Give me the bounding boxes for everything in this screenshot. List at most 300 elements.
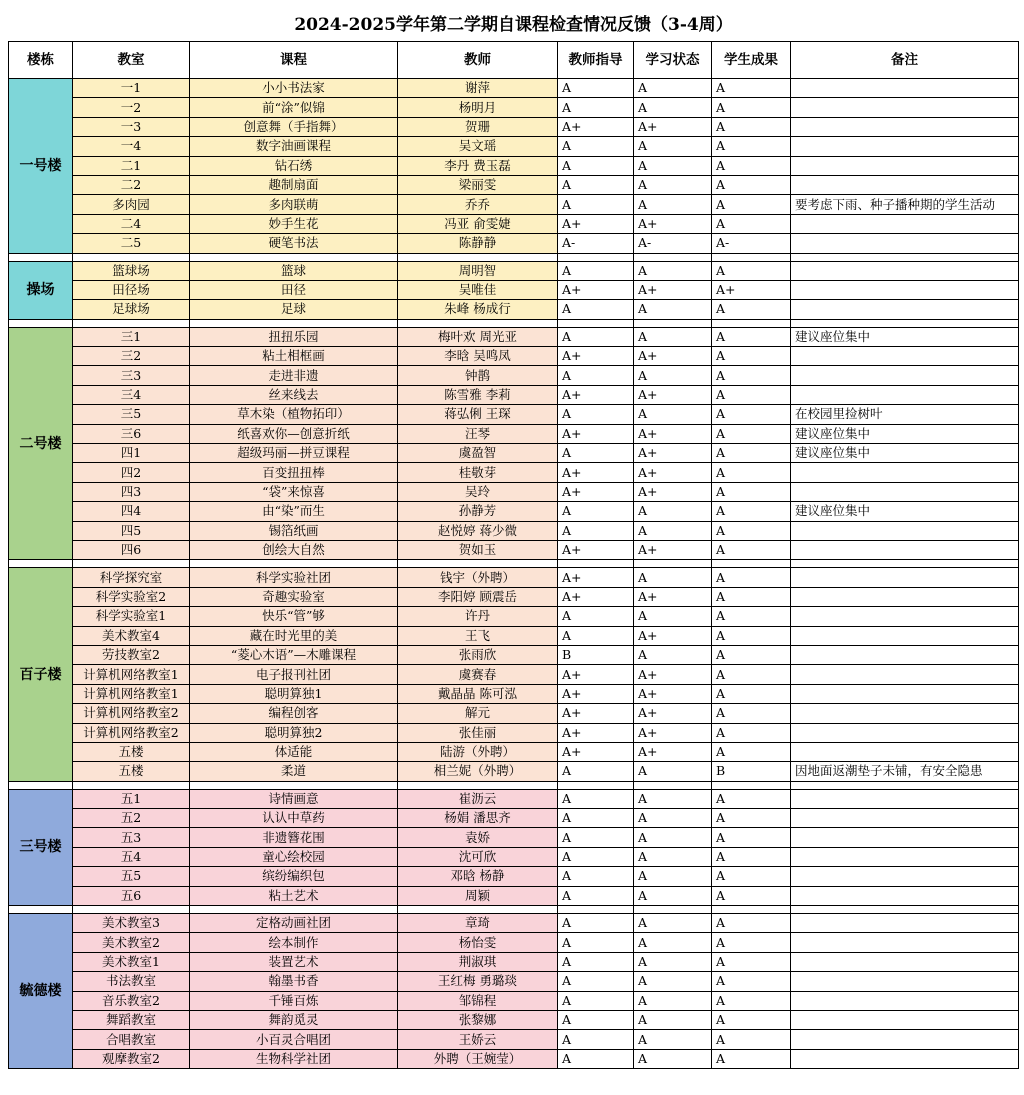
note-cell: 建议座位集中 xyxy=(791,444,1019,463)
table-row xyxy=(9,405,1019,424)
note-cell xyxy=(791,723,1019,742)
teacher-cell: 杨娟 潘思齐 xyxy=(398,809,558,828)
note-cell xyxy=(791,98,1019,117)
course-cell: 生物科学社团 xyxy=(190,1049,398,1068)
guide-grade-cell: A xyxy=(558,991,634,1010)
result-grade-cell: A xyxy=(712,327,791,346)
room-cell: 田径场 xyxy=(73,280,190,299)
course-cell: 由“染”而生 xyxy=(190,502,398,521)
state-grade-cell: A+ xyxy=(634,444,712,463)
result-grade-cell: A xyxy=(712,972,791,991)
room-cell: 三3 xyxy=(73,366,190,385)
table-row xyxy=(9,867,1019,886)
state-grade-cell: A xyxy=(634,914,712,933)
result-grade-cell: A xyxy=(712,789,791,808)
teacher-cell: 陈雪雅 李莉 xyxy=(398,385,558,404)
note-cell xyxy=(791,540,1019,559)
room-cell: 二2 xyxy=(73,175,190,194)
gap-cell xyxy=(398,253,558,261)
result-grade-cell: A xyxy=(712,587,791,606)
course-cell: 柔道 xyxy=(190,762,398,781)
table-row xyxy=(9,214,1019,233)
room-cell: 篮球场 xyxy=(73,261,190,280)
state-grade-cell: A xyxy=(634,405,712,424)
course-cell: 数字油画课程 xyxy=(190,137,398,156)
guide-grade-cell: A xyxy=(558,626,634,645)
course-cell: 认认中草药 xyxy=(190,809,398,828)
course-cell: 草木染（植物拓印） xyxy=(190,405,398,424)
room-cell: 一1 xyxy=(73,79,190,98)
gap-cell xyxy=(558,319,634,327)
result-grade-cell: A xyxy=(712,366,791,385)
result-grade-cell: A xyxy=(712,952,791,971)
course-cell: 童心绘校园 xyxy=(190,847,398,866)
gap-cell xyxy=(634,253,712,261)
room-cell: 计算机网络教室1 xyxy=(73,665,190,684)
teacher-cell: 崔沥云 xyxy=(398,789,558,808)
guide-grade-cell: A xyxy=(558,98,634,117)
result-grade-cell: A xyxy=(712,261,791,280)
table-row xyxy=(9,98,1019,117)
room-cell: 五2 xyxy=(73,809,190,828)
guide-grade-cell: A+ xyxy=(558,665,634,684)
room-cell: 科学实验室1 xyxy=(73,607,190,626)
state-grade-cell: A xyxy=(634,991,712,1010)
state-grade-cell: A+ xyxy=(634,540,712,559)
guide-grade-cell: A xyxy=(558,502,634,521)
gap-cell xyxy=(73,319,190,327)
guide-grade-cell: A xyxy=(558,1030,634,1049)
result-grade-cell: A xyxy=(712,607,791,626)
teacher-cell: 张雨欣 xyxy=(398,645,558,664)
note-cell: 在校园里捡树叶 xyxy=(791,405,1019,424)
teacher-cell: 乔乔 xyxy=(398,195,558,214)
result-grade-cell: A xyxy=(712,424,791,443)
note-cell xyxy=(791,914,1019,933)
course-cell: 创意舞（手指舞） xyxy=(190,117,398,136)
guide-grade-cell: A xyxy=(558,300,634,319)
guide-grade-cell: A xyxy=(558,933,634,952)
result-grade-cell: A xyxy=(712,626,791,645)
room-cell: 三2 xyxy=(73,347,190,366)
result-grade-cell: A xyxy=(712,742,791,761)
gap-cell xyxy=(712,781,791,789)
state-grade-cell: A+ xyxy=(634,665,712,684)
state-grade-cell: A+ xyxy=(634,742,712,761)
guide-grade-cell: A xyxy=(558,137,634,156)
gap-cell xyxy=(190,253,398,261)
note-cell xyxy=(791,665,1019,684)
table-row xyxy=(9,886,1019,905)
course-cell: 缤纷编织包 xyxy=(190,867,398,886)
course-cell: 纸喜欢你—创意折纸 xyxy=(190,424,398,443)
result-grade-cell: A xyxy=(712,405,791,424)
teacher-cell: 桂敬芽 xyxy=(398,463,558,482)
teacher-cell: 蒋弘俐 王琛 xyxy=(398,405,558,424)
state-grade-cell: A xyxy=(634,79,712,98)
teacher-cell: 许丹 xyxy=(398,607,558,626)
room-cell: 四6 xyxy=(73,540,190,559)
guide-grade-cell: A xyxy=(558,327,634,346)
guide-grade-cell: A xyxy=(558,972,634,991)
teacher-cell: 钱宇（外聘） xyxy=(398,568,558,587)
state-grade-cell: A xyxy=(634,933,712,952)
teacher-cell: 王飞 xyxy=(398,626,558,645)
table-row xyxy=(9,366,1019,385)
guide-grade-cell: A+ xyxy=(558,280,634,299)
guide-grade-cell: A xyxy=(558,886,634,905)
guide-grade-cell: A xyxy=(558,607,634,626)
building-cell: 三号楼 xyxy=(9,789,73,905)
note-cell xyxy=(791,684,1019,703)
room-cell: 观摩教室2 xyxy=(73,1049,190,1068)
result-grade-cell: A xyxy=(712,137,791,156)
room-cell: 二5 xyxy=(73,234,190,253)
building-cell: 操场 xyxy=(9,261,73,319)
header-teacher: 教师 xyxy=(398,42,558,79)
table-row xyxy=(9,280,1019,299)
teacher-cell: 吴唯佳 xyxy=(398,280,558,299)
table-row xyxy=(9,704,1019,723)
table-row xyxy=(9,424,1019,443)
note-cell xyxy=(791,175,1019,194)
note-cell: 因地面返潮垫子未铺，有安全隐患 xyxy=(791,762,1019,781)
guide-grade-cell: A xyxy=(558,828,634,847)
gap-cell xyxy=(398,906,558,914)
guide-grade-cell: A xyxy=(558,405,634,424)
teacher-cell: 荆淑琪 xyxy=(398,952,558,971)
room-cell: 五1 xyxy=(73,789,190,808)
course-cell: 丝来线去 xyxy=(190,385,398,404)
course-cell: 电子报刊社团 xyxy=(190,665,398,684)
sheet-title: 2024-2025学年第二学期自课程检查情况反馈（3-4周） xyxy=(9,9,1019,42)
result-grade-cell: A xyxy=(712,98,791,117)
gap-cell xyxy=(712,319,791,327)
teacher-cell: 李阳婷 顾震岳 xyxy=(398,587,558,606)
table-row xyxy=(9,952,1019,971)
gap-cell xyxy=(558,906,634,914)
state-grade-cell: A xyxy=(634,327,712,346)
course-cell: 定格动画社团 xyxy=(190,914,398,933)
guide-grade-cell: A xyxy=(558,762,634,781)
state-grade-cell: A xyxy=(634,847,712,866)
course-cell: 小小书法家 xyxy=(190,79,398,98)
table-row xyxy=(9,385,1019,404)
room-cell: 三5 xyxy=(73,405,190,424)
table-row xyxy=(9,914,1019,933)
note-cell xyxy=(791,347,1019,366)
result-grade-cell: B xyxy=(712,762,791,781)
room-cell: 三4 xyxy=(73,385,190,404)
state-grade-cell: A xyxy=(634,568,712,587)
course-cell: 钻石绣 xyxy=(190,156,398,175)
note-cell xyxy=(791,521,1019,540)
state-grade-cell: A xyxy=(634,261,712,280)
note-cell xyxy=(791,482,1019,501)
gap-cell xyxy=(558,781,634,789)
teacher-cell: 袁娇 xyxy=(398,828,558,847)
state-grade-cell: A xyxy=(634,867,712,886)
header-state: 学习状态 xyxy=(634,42,712,79)
state-grade-cell: A xyxy=(634,952,712,971)
gap-cell xyxy=(791,319,1019,327)
teacher-cell: 贺珊 xyxy=(398,117,558,136)
state-grade-cell: A+ xyxy=(634,280,712,299)
result-grade-cell: A xyxy=(712,195,791,214)
teacher-cell: 朱峰 杨成行 xyxy=(398,300,558,319)
guide-grade-cell: A xyxy=(558,175,634,194)
room-cell: 五4 xyxy=(73,847,190,866)
gap-cell xyxy=(73,253,190,261)
course-cell: 粘土艺术 xyxy=(190,886,398,905)
room-cell: 音乐教室2 xyxy=(73,991,190,1010)
note-cell xyxy=(791,886,1019,905)
teacher-cell: 张黎娜 xyxy=(398,1010,558,1029)
table-row xyxy=(9,137,1019,156)
course-cell: 粘土相框画 xyxy=(190,347,398,366)
section-gap-row xyxy=(9,253,1019,261)
guide-grade-cell: A+ xyxy=(558,347,634,366)
course-cell: 编程创客 xyxy=(190,704,398,723)
table-row xyxy=(9,300,1019,319)
title-row xyxy=(9,9,1019,42)
guide-grade-cell: A xyxy=(558,261,634,280)
state-grade-cell: A xyxy=(634,175,712,194)
room-cell: 五楼 xyxy=(73,762,190,781)
note-cell xyxy=(791,789,1019,808)
room-cell: 四2 xyxy=(73,463,190,482)
table-row xyxy=(9,195,1019,214)
table-row xyxy=(9,261,1019,280)
state-grade-cell: A xyxy=(634,502,712,521)
room-cell: 书法教室 xyxy=(73,972,190,991)
state-grade-cell: A xyxy=(634,195,712,214)
teacher-cell: 戴晶晶 陈可泓 xyxy=(398,684,558,703)
state-grade-cell: A xyxy=(634,886,712,905)
state-grade-cell: A xyxy=(634,972,712,991)
section-gap-row xyxy=(9,906,1019,914)
gap-cell xyxy=(190,781,398,789)
state-grade-cell: A xyxy=(634,366,712,385)
header-result: 学生成果 xyxy=(712,42,791,79)
state-grade-cell: A+ xyxy=(634,347,712,366)
course-cell: 前“涂”似锦 xyxy=(190,98,398,117)
building-cell: 百子楼 xyxy=(9,568,73,781)
header-room: 教室 xyxy=(73,42,190,79)
room-cell: 二1 xyxy=(73,156,190,175)
table-row xyxy=(9,645,1019,664)
teacher-cell: 梅叶欢 周光亚 xyxy=(398,327,558,346)
guide-grade-cell: A+ xyxy=(558,742,634,761)
note-cell xyxy=(791,847,1019,866)
result-grade-cell: A xyxy=(712,214,791,233)
result-grade-cell: A xyxy=(712,1010,791,1029)
guide-grade-cell: A+ xyxy=(558,723,634,742)
guide-grade-cell: A+ xyxy=(558,568,634,587)
teacher-cell: 李丹 费玉磊 xyxy=(398,156,558,175)
note-cell xyxy=(791,79,1019,98)
state-grade-cell: A+ xyxy=(634,684,712,703)
room-cell: 四1 xyxy=(73,444,190,463)
guide-grade-cell: A xyxy=(558,809,634,828)
state-grade-cell: A xyxy=(634,1049,712,1068)
result-grade-cell: A xyxy=(712,1049,791,1068)
room-cell: 五3 xyxy=(73,828,190,847)
note-cell: 要考虑下雨、种子播种期的学生活动 xyxy=(791,195,1019,214)
room-cell: 三6 xyxy=(73,424,190,443)
teacher-cell: 李晗 吴鸣凤 xyxy=(398,347,558,366)
guide-grade-cell: A- xyxy=(558,234,634,253)
teacher-cell: 赵悦婷 蒋少微 xyxy=(398,521,558,540)
state-grade-cell: A+ xyxy=(634,587,712,606)
table-row xyxy=(9,828,1019,847)
gap-cell xyxy=(712,906,791,914)
result-grade-cell: A xyxy=(712,828,791,847)
note-cell xyxy=(791,742,1019,761)
gap-cell xyxy=(712,560,791,568)
gap-cell xyxy=(634,560,712,568)
course-cell: 千锤百炼 xyxy=(190,991,398,1010)
table-row xyxy=(9,762,1019,781)
guide-grade-cell: A xyxy=(558,1049,634,1068)
course-cell: 聪明算独2 xyxy=(190,723,398,742)
table-row xyxy=(9,587,1019,606)
course-cell: 超级玛丽—拼豆课程 xyxy=(190,444,398,463)
gap-cell xyxy=(9,906,73,914)
teacher-cell: 章琦 xyxy=(398,914,558,933)
guide-grade-cell: A xyxy=(558,914,634,933)
guide-grade-cell: B xyxy=(558,645,634,664)
course-check-table xyxy=(8,9,1019,1069)
table-row xyxy=(9,847,1019,866)
note-cell: 建议座位集中 xyxy=(791,502,1019,521)
note-cell xyxy=(791,972,1019,991)
state-grade-cell: A xyxy=(634,1010,712,1029)
table-row xyxy=(9,684,1019,703)
teacher-cell: 沈可欣 xyxy=(398,847,558,866)
gap-cell xyxy=(791,560,1019,568)
course-cell: 诗情画意 xyxy=(190,789,398,808)
table-row xyxy=(9,175,1019,194)
guide-grade-cell: A+ xyxy=(558,684,634,703)
result-grade-cell: A xyxy=(712,444,791,463)
note-cell xyxy=(791,933,1019,952)
header-note: 备注 xyxy=(791,42,1019,79)
course-cell: 绘本制作 xyxy=(190,933,398,952)
header-row xyxy=(9,42,1019,79)
room-cell: 五5 xyxy=(73,867,190,886)
result-grade-cell: A xyxy=(712,704,791,723)
note-cell xyxy=(791,463,1019,482)
guide-grade-cell: A+ xyxy=(558,587,634,606)
result-grade-cell: A xyxy=(712,991,791,1010)
note-cell xyxy=(791,366,1019,385)
room-cell: 科学探究室 xyxy=(73,568,190,587)
guide-grade-cell: A+ xyxy=(558,117,634,136)
note-cell xyxy=(791,137,1019,156)
teacher-cell: 吴玲 xyxy=(398,482,558,501)
teacher-cell: 张佳丽 xyxy=(398,723,558,742)
guide-grade-cell: A xyxy=(558,521,634,540)
guide-grade-cell: A+ xyxy=(558,482,634,501)
guide-grade-cell: A+ xyxy=(558,540,634,559)
result-grade-cell: A xyxy=(712,723,791,742)
note-cell xyxy=(791,234,1019,253)
teacher-cell: 邹锦程 xyxy=(398,991,558,1010)
result-grade-cell: A xyxy=(712,914,791,933)
course-cell: 科学实验社团 xyxy=(190,568,398,587)
course-cell: 妙手生花 xyxy=(190,214,398,233)
table-row xyxy=(9,347,1019,366)
course-cell: 扭扭乐园 xyxy=(190,327,398,346)
guide-grade-cell: A xyxy=(558,952,634,971)
course-cell: 藏在时光里的美 xyxy=(190,626,398,645)
room-cell: 计算机网络教室1 xyxy=(73,684,190,703)
teacher-cell: 虞赛春 xyxy=(398,665,558,684)
course-cell: 篮球 xyxy=(190,261,398,280)
note-cell xyxy=(791,587,1019,606)
gap-cell xyxy=(190,906,398,914)
gap-cell xyxy=(634,319,712,327)
table-row xyxy=(9,234,1019,253)
teacher-cell: 杨明月 xyxy=(398,98,558,117)
result-grade-cell: A xyxy=(712,463,791,482)
teacher-cell: 王红梅 勇璐琰 xyxy=(398,972,558,991)
state-grade-cell: A xyxy=(634,137,712,156)
course-cell: 小百灵合唱团 xyxy=(190,1030,398,1049)
teacher-cell: 梁丽雯 xyxy=(398,175,558,194)
state-grade-cell: A+ xyxy=(634,723,712,742)
table-row xyxy=(9,972,1019,991)
room-cell: 一2 xyxy=(73,98,190,117)
note-cell xyxy=(791,568,1019,587)
table-row xyxy=(9,327,1019,346)
course-cell: 足球 xyxy=(190,300,398,319)
gap-cell xyxy=(73,781,190,789)
state-grade-cell: A xyxy=(634,300,712,319)
state-grade-cell: A xyxy=(634,762,712,781)
state-grade-cell: A+ xyxy=(634,424,712,443)
table-row xyxy=(9,79,1019,98)
table-row xyxy=(9,463,1019,482)
teacher-cell: 汪琴 xyxy=(398,424,558,443)
header-building: 楼栋 xyxy=(9,42,73,79)
course-cell: 百变扭扭棒 xyxy=(190,463,398,482)
result-grade-cell: A xyxy=(712,385,791,404)
note-cell: 建议座位集中 xyxy=(791,327,1019,346)
guide-grade-cell: A+ xyxy=(558,424,634,443)
room-cell: 一4 xyxy=(73,137,190,156)
room-cell: 合唱教室 xyxy=(73,1030,190,1049)
state-grade-cell: A- xyxy=(634,234,712,253)
course-cell: 硬笔书法 xyxy=(190,234,398,253)
room-cell: 美术教室4 xyxy=(73,626,190,645)
guide-grade-cell: A xyxy=(558,79,634,98)
result-grade-cell: A xyxy=(712,933,791,952)
table-row xyxy=(9,933,1019,952)
table-row xyxy=(9,1030,1019,1049)
table-row xyxy=(9,540,1019,559)
room-cell: 二4 xyxy=(73,214,190,233)
room-cell: 科学实验室2 xyxy=(73,587,190,606)
table-row xyxy=(9,521,1019,540)
teacher-cell: 钟鹊 xyxy=(398,366,558,385)
gap-cell xyxy=(9,560,73,568)
state-grade-cell: A+ xyxy=(634,463,712,482)
table-row xyxy=(9,444,1019,463)
room-cell: 足球场 xyxy=(73,300,190,319)
result-grade-cell: A xyxy=(712,540,791,559)
